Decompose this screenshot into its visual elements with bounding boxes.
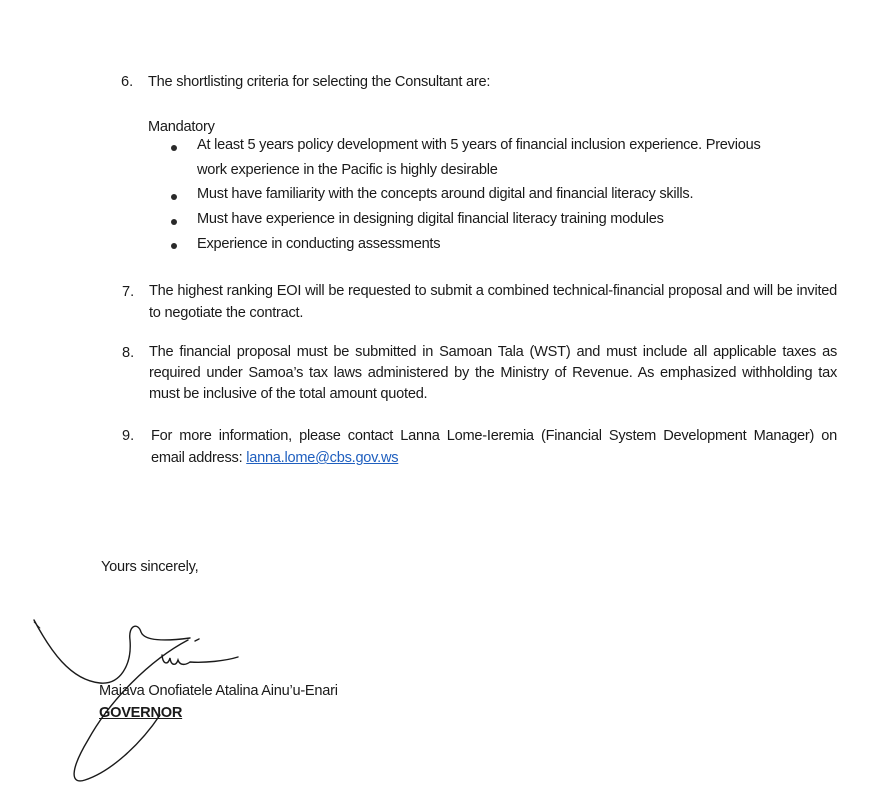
item-number: 7.	[122, 284, 135, 300]
bullet-text: Must have familiarity with the concepts around digital and financial literacy skills.	[197, 186, 694, 202]
item-number: 9.	[122, 428, 135, 444]
signatory-name: Maiava Onofiatele Atalina Ainu’u-Enari	[99, 683, 338, 699]
item-number: 6.	[121, 74, 134, 90]
bullet-text-continued: work experience in the Pacific is highly desirable	[197, 162, 498, 178]
signatory-title: GOVERNOR	[99, 705, 183, 721]
bullet-text: Experience in conducting assessments	[197, 236, 441, 252]
salutation: Yours sincerely,	[101, 559, 199, 575]
signature-stroke	[195, 639, 199, 641]
signature-stroke	[34, 622, 40, 628]
email-link[interactable]: lanna.lome@cbs.gov.ws	[246, 450, 399, 466]
item-text: The financial proposal must be submitted in Samoan Tala (WST) and must include all applicable taxes as required under Samoa’s tax laws administered by the Ministry of Revenue. As emphasized withholding tax must be inclusive of the total amount quoted.	[149, 344, 837, 402]
item-text: The shortlisting criteria for selecting the Consultant are:	[148, 74, 491, 90]
bullet-text: At least 5 years policy development with 5 years of financial inclusion experience. Previous	[197, 137, 761, 153]
subheading-mandatory: Mandatory	[148, 119, 215, 135]
signature-stroke	[162, 655, 238, 664]
item-text: The highest ranking EOI will be requested to submit a combined technical-financial proposal and will be invited to negotiate the contract.	[149, 283, 837, 321]
contact-text: For more information, please contact Lanna Lome-Ieremia (Financial System Development Manager) on email address:	[151, 428, 837, 466]
item-number: 8.	[122, 345, 135, 361]
bullet-text: Must have experience in designing digital financial literacy training modules	[197, 211, 664, 227]
signature-stroke	[34, 620, 190, 683]
